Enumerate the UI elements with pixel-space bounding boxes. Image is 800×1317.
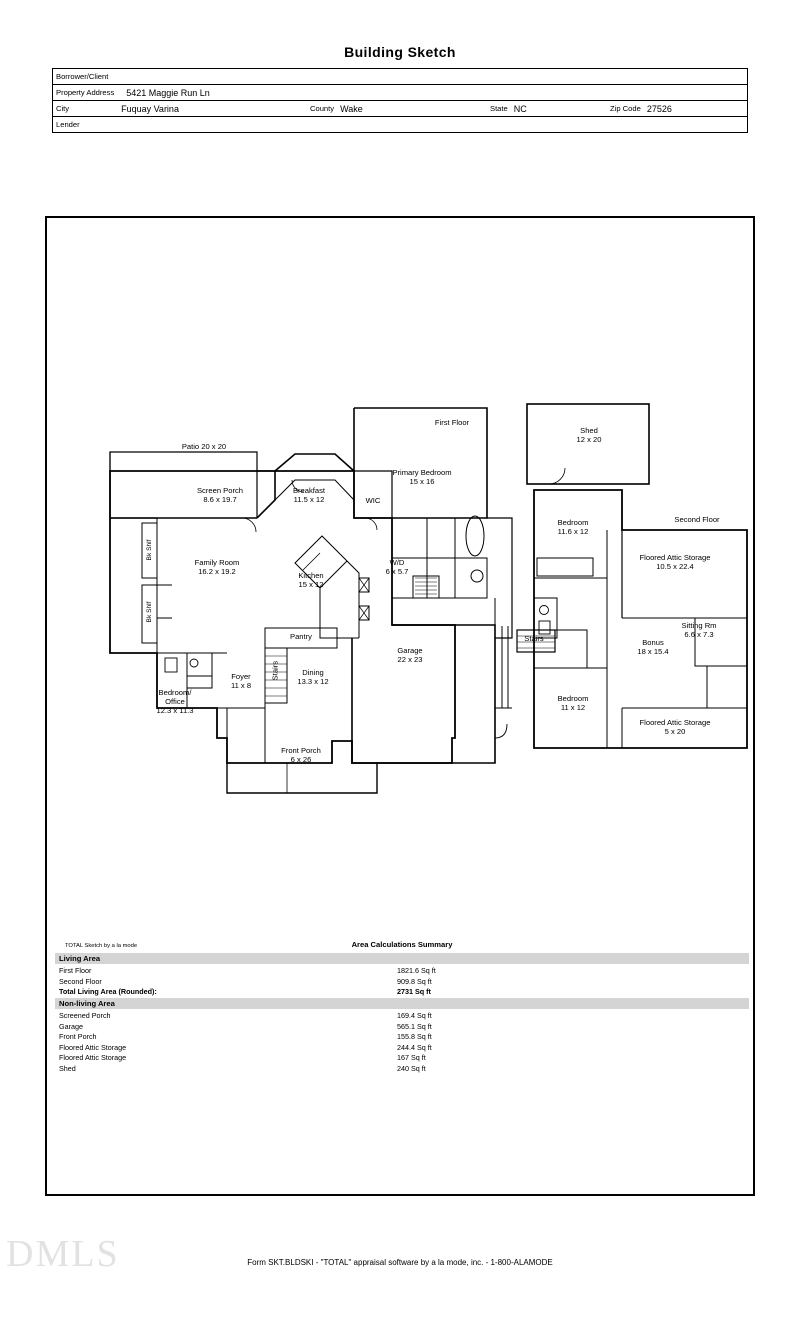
room-label-stairs-first: Stairs <box>270 660 280 681</box>
room-label-bookshelf-upper: Bk Shlf <box>146 539 153 561</box>
city-label: City <box>56 104 70 113</box>
city-value: Fuquay Varina <box>121 103 179 114</box>
area-row <box>59 966 749 977</box>
floor-label-second: Second Floor <box>674 515 720 524</box>
lender-label: Lender <box>56 120 80 129</box>
area-row-label: Floored Attic Storage <box>59 1042 127 1052</box>
floorplan-svg <box>47 218 757 938</box>
room-label-foyer: Foyer 11 x 8 <box>230 672 252 691</box>
room-label-patio: Patio 20 x 20 <box>181 442 227 451</box>
area-row-value: 167 Sq ft <box>397 1053 426 1062</box>
area-row-value: 240 Sq ft <box>397 1063 426 1073</box>
area-row-label: Total Living Area (Rounded): <box>59 987 157 996</box>
room-label-family-room: Family Room 16.2 x 19.2 <box>194 558 240 577</box>
area-row <box>59 1053 749 1064</box>
room-label-bookshelf-lower: Bk Shlf <box>146 601 153 623</box>
area-row-value: 1821.6 Sq ft <box>397 966 436 975</box>
room-label-wic: WIC <box>365 496 381 505</box>
sketch-frame <box>45 216 755 1196</box>
lender-row <box>53 117 748 133</box>
property-address-value: 5421 Maggie Run Ln <box>126 87 210 98</box>
area-row <box>59 1043 749 1054</box>
area-row <box>59 1011 749 1022</box>
area-row-value: 565.1 Sq ft <box>397 1021 432 1031</box>
room-label-garage: Garage 22 x 23 <box>397 646 423 665</box>
area-summary-title: Area Calculations Summary <box>351 940 453 949</box>
watermark: DMLS <box>6 1233 120 1275</box>
state-label: State <box>490 104 508 113</box>
room-label-kitchen: Kitchen 15 x 12 <box>298 571 324 590</box>
area-row-label: Front Porch <box>59 1032 97 1041</box>
area-row-label: Screened Porch <box>59 1011 111 1020</box>
area-row-value: 909.8 Sq ft <box>397 976 432 986</box>
floor-label-first: First Floor <box>434 418 470 427</box>
room-label-front-porch: Front Porch 6 x 26 <box>281 746 321 765</box>
sketch-credit: TOTAL Sketch by a la mode <box>65 943 138 949</box>
area-row <box>59 1022 749 1033</box>
address-row <box>53 85 748 101</box>
area-row-value: 2731 Sq ft <box>397 987 431 996</box>
room-label-bonus: Bonus 18 x 15.4 <box>637 638 669 657</box>
room-label-pantry: Pantry <box>290 632 312 641</box>
property-address-label: Property Address <box>56 88 115 97</box>
area-row-label: Second Floor <box>59 976 102 986</box>
room-label-breakfast: Breakfast 11.5 x 12 <box>292 486 326 505</box>
area-row <box>59 1032 749 1043</box>
area-row <box>59 1064 749 1075</box>
room-label-sitting-room: Sitting Rm 6.6 x 7.3 <box>681 621 717 640</box>
room-label-bedroom-lower: Bedroom 11 x 12 <box>557 694 589 713</box>
area-row-value: 155.8 Sq ft <box>397 1032 432 1041</box>
room-label-bedroom-office: Bedroom/ Office 12.3 x 11.3 <box>156 688 194 716</box>
area-row-label: First Floor <box>59 966 92 975</box>
zip-label: Zip Code <box>610 104 641 113</box>
area-row-label: Garage <box>59 1021 83 1031</box>
county-value: Wake <box>340 103 363 114</box>
room-label-attic-storage-b: Floored Attic Storage 5 x 20 <box>639 718 711 737</box>
borrower-label: Borrower/Client <box>56 72 109 81</box>
property-info-table <box>52 68 748 133</box>
area-row-value: 244.4 Sq ft <box>397 1042 432 1052</box>
zip-value: 27526 <box>646 103 672 114</box>
room-label-attic-storage-a: Floored Attic Storage 10.5 x 22.4 <box>639 553 711 572</box>
area-row-label: Floored Attic Storage <box>59 1053 127 1062</box>
area-row-total <box>59 987 749 998</box>
city-row <box>53 101 748 117</box>
page-title: Building Sketch <box>344 44 456 60</box>
room-label-bedroom-upper: Bedroom 11.6 x 12 <box>557 518 589 537</box>
borrower-row <box>53 69 748 85</box>
floorplan-drawing <box>47 218 757 938</box>
room-label-stairs-second: Stairs <box>524 634 544 643</box>
nonliving-area-header: Non-living Area <box>55 998 749 1009</box>
room-label-wd: W/D 6 x 5.7 <box>385 558 409 577</box>
state-value: NC <box>513 103 527 114</box>
county-label: County <box>310 104 335 113</box>
form-footer: Form SKT.BLDSKI - "TOTAL" appraisal software by a la mode, inc. - 1-800-ALAMODE <box>247 1258 553 1267</box>
living-area-header: Living Area <box>55 953 749 964</box>
area-row-label: Shed <box>59 1063 76 1073</box>
room-label-shed: Shed 12 x 20 <box>576 426 602 445</box>
room-label-screen-porch: Screen Porch 8.6 x 19.7 <box>196 486 243 505</box>
area-row-value: 169.4 Sq ft <box>397 1011 432 1020</box>
room-label-primary-bedroom: Primary Bedroom 15 x 16 <box>392 468 452 487</box>
room-label-dining: Dining 13.3 x 12 <box>297 668 329 687</box>
area-row <box>59 977 749 988</box>
